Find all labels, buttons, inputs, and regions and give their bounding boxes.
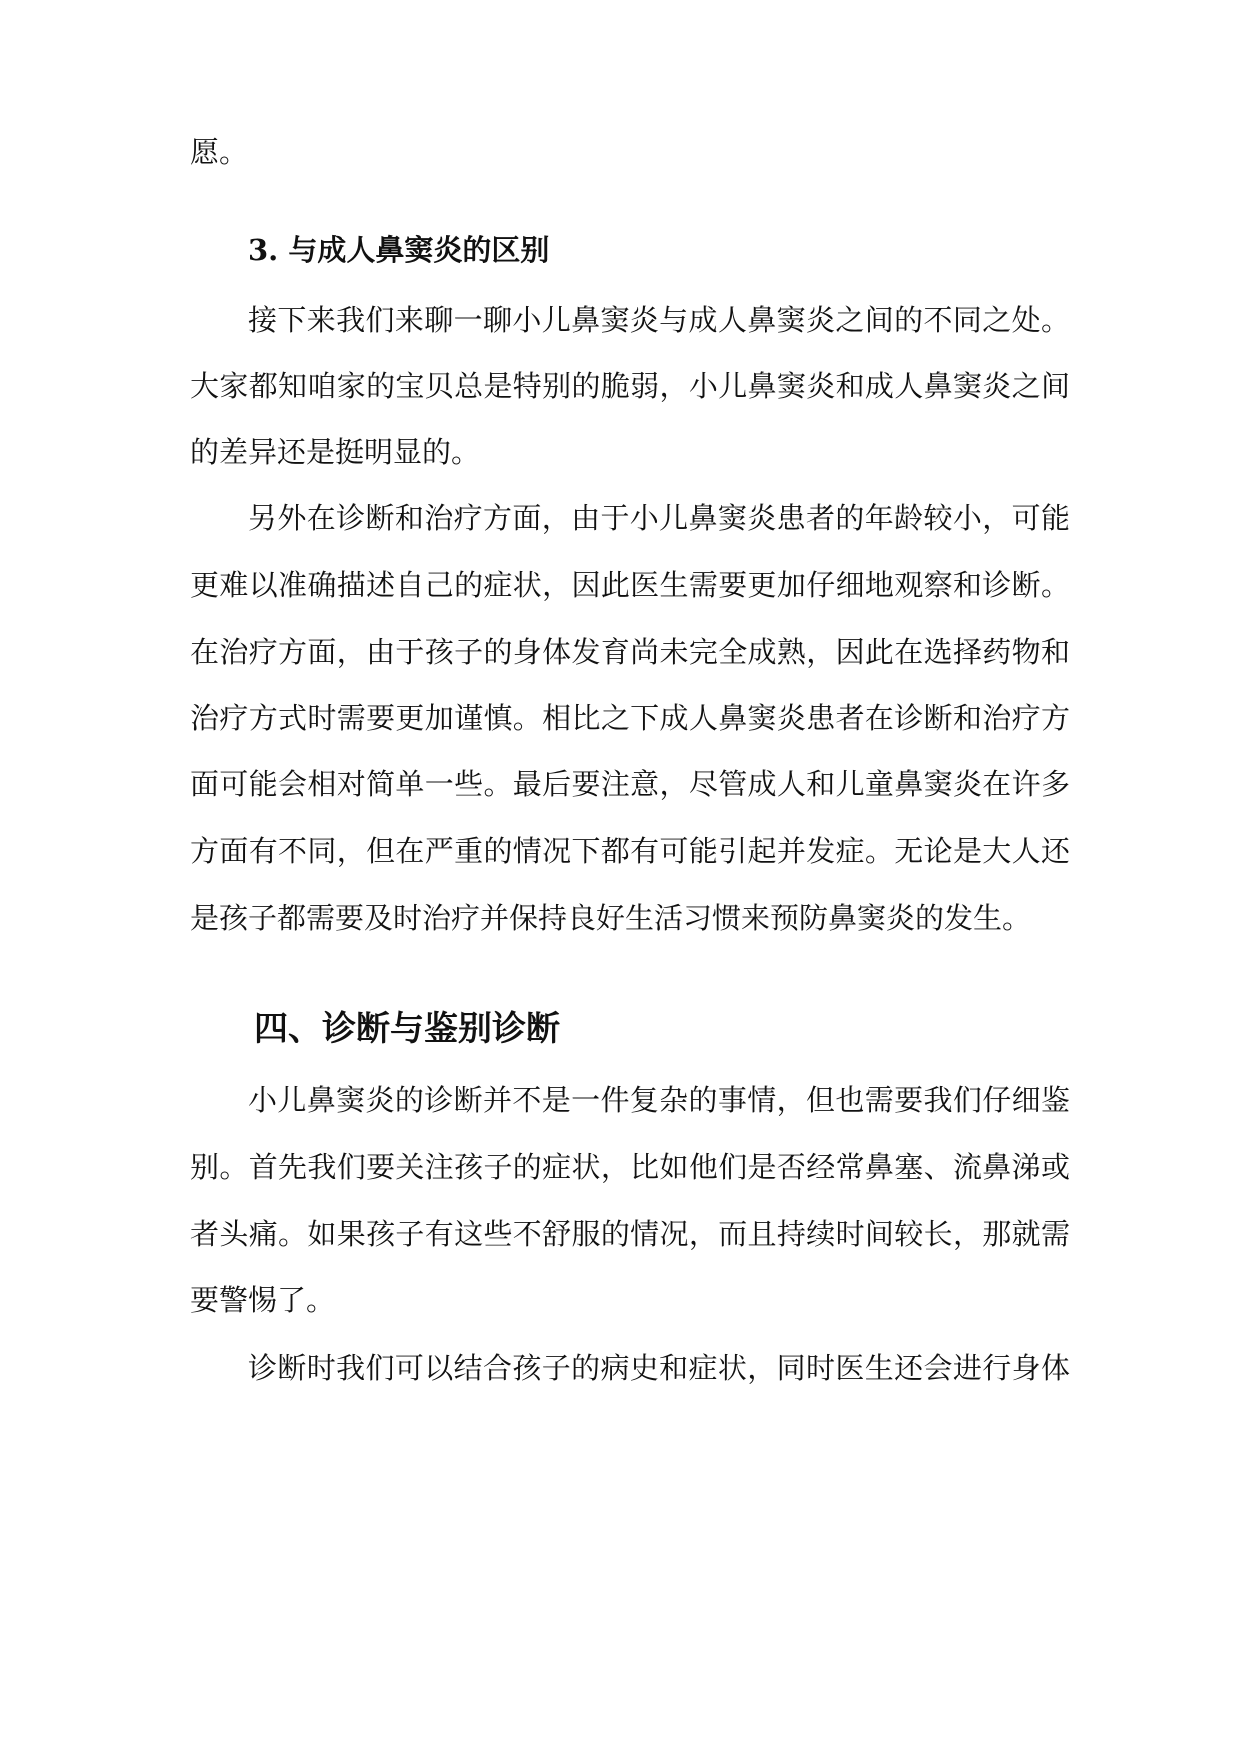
paragraph-line: 在治疗方面，由于孩子的身体发育尚未完全成熟，因此在选择药物和 (190, 635, 1070, 669)
paragraph-line: 大家都知咱家的宝贝总是特别的脆弱，小儿鼻窦炎和成人鼻窦炎之间 (190, 369, 1070, 403)
paragraph-line: 另外在诊断和治疗方面，由于小儿鼻窦炎患者的年龄较小，可能 (248, 501, 1070, 535)
paragraph-line: 愿。 (190, 135, 249, 169)
paragraph-line: 治疗方式时需要更加谨慎。相比之下成人鼻窦炎患者在诊断和治疗方 (190, 701, 1070, 735)
paragraph-line: 要警惕了。 (190, 1283, 336, 1317)
paragraph-line: 小儿鼻窦炎的诊断并不是一件复杂的事情，但也需要我们仔细鉴 (248, 1083, 1070, 1117)
section-heading-3: 3. 与成人鼻窦炎的区别 (248, 233, 550, 267)
paragraph-line: 别。首先我们要关注孩子的症状，比如他们是否经常鼻塞、流鼻涕或 (190, 1150, 1070, 1184)
paragraph-line: 面可能会相对简单一些。最后要注意，尽管成人和儿童鼻窦炎在许多 (190, 767, 1070, 801)
section-heading-4: 四、诊断与鉴别诊断 (254, 1009, 560, 1049)
paragraph-line: 者头痛。如果孩子有这些不舒服的情况，而且持续时间较长，那就需 (190, 1217, 1070, 1251)
paragraph-line: 方面有不同，但在严重的情况下都有可能引起并发症。无论是大人还 (190, 834, 1070, 868)
paragraph-line: 更难以准确描述自己的症状，因此医生需要更加仔细地观察和诊断。 (190, 568, 1070, 602)
paragraph-line: 的差异还是挺明显的。 (190, 435, 481, 469)
paragraph-line: 接下来我们来聊一聊小儿鼻窦炎与成人鼻窦炎之间的不同之处。 (248, 303, 1070, 337)
paragraph-line: 是孩子都需要及时治疗并保持良好生活习惯来预防鼻窦炎的发生。 (190, 901, 1032, 935)
paragraph-line: 诊断时我们可以结合孩子的病史和症状，同时医生还会进行身体 (248, 1351, 1070, 1385)
